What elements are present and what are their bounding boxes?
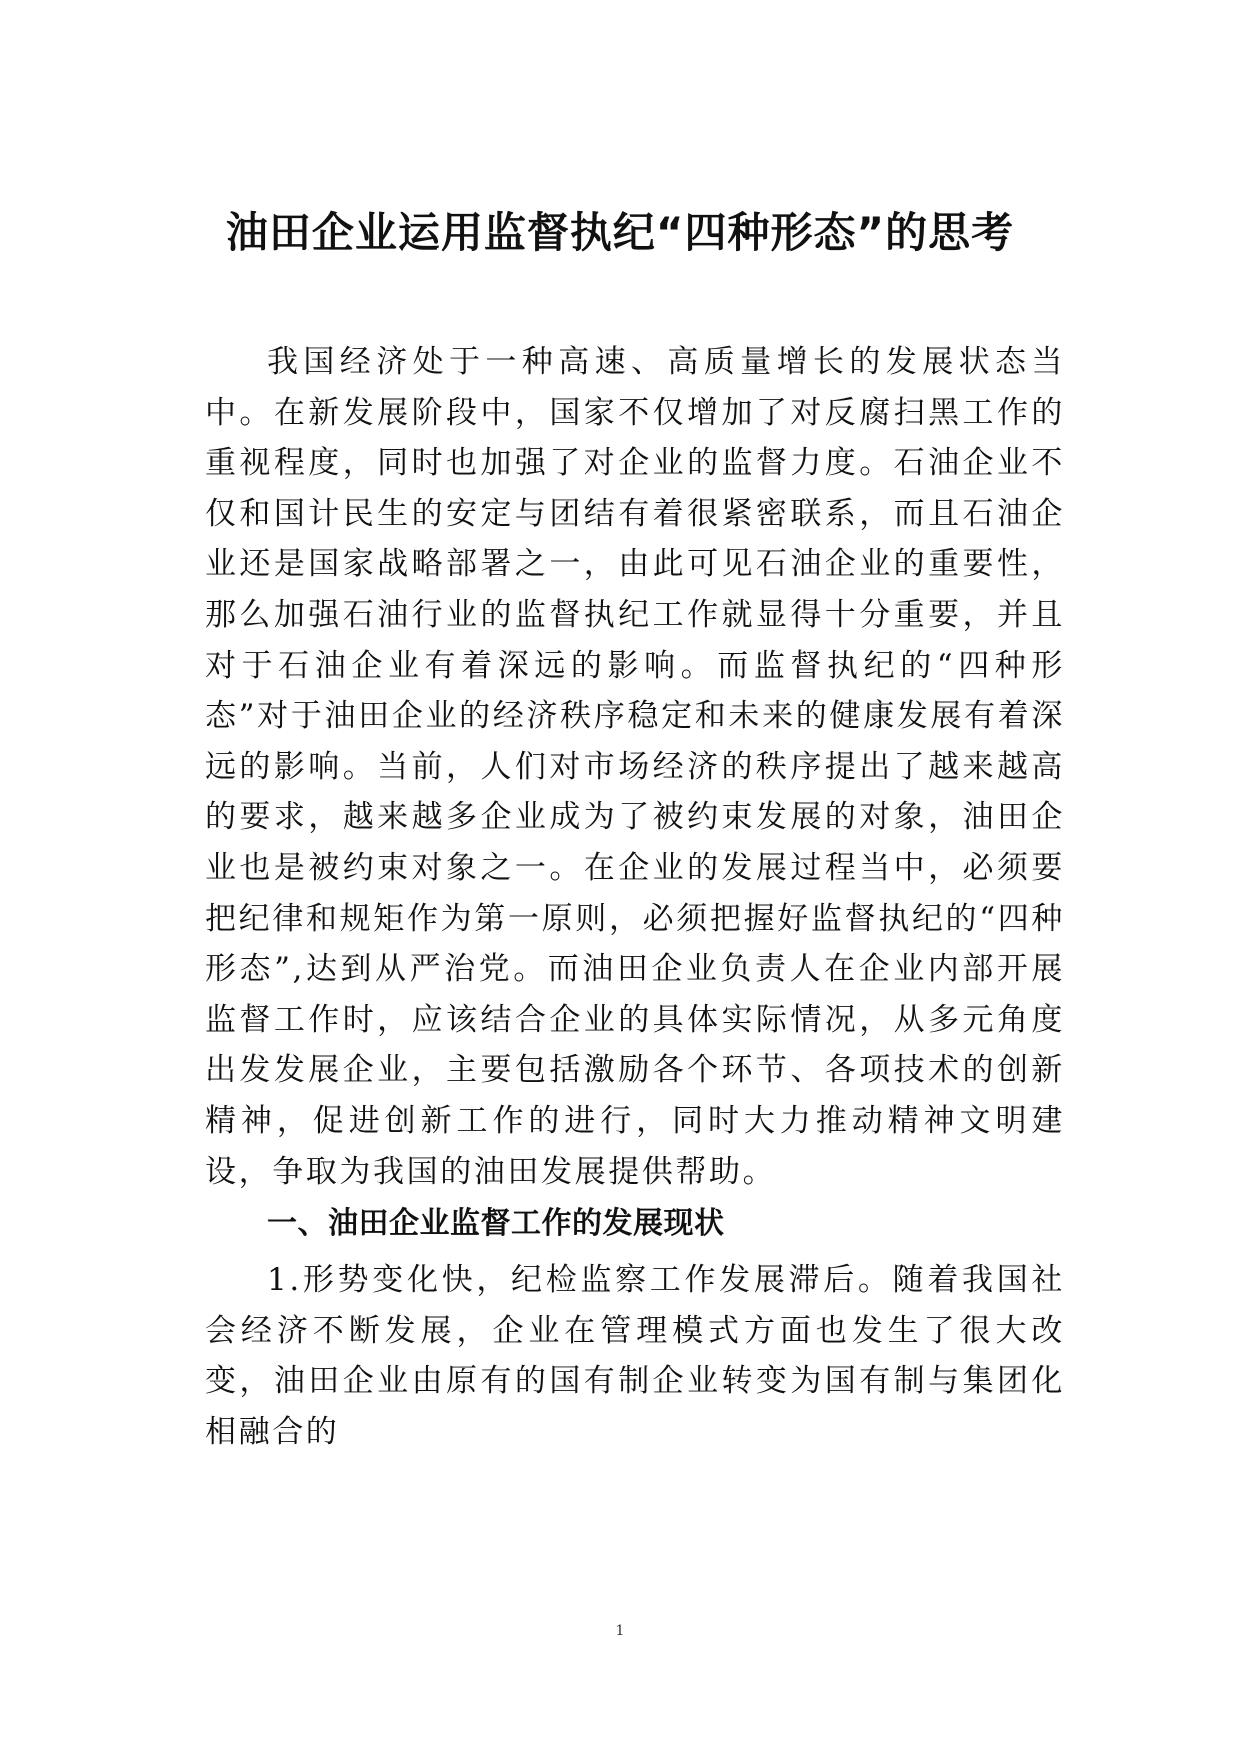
- page-number: 1: [615, 1623, 625, 1639]
- section-paragraph: 1.形势变化快，纪检监察工作发展滞后。随着我国社会经济不断发展，企业在管理模式方面也发生了很大改变，油田企业由原有的国有制企业转变为国有制与集团化相融合的: [205, 1262, 1065, 1450]
- section-heading: 一、油田企业监督工作的发展现状: [267, 1206, 725, 1242]
- intro-paragraph: 我国经济处于一种高速、高质量增长的发展状态当中。在新发展阶段中，国家不仅增加了对反腐扫黑工作的重视程度，同时也加强了对企业的监督力度。石油企业不仅和国计民生的安定与团结有着很紧密联系，而且石油企业还是国家战略部署之一，由此可见石油企业的重要性，那么加强石油行业的监督执纪工作就显得十分重要，并且对于石油企业有着深远的影响。而监督执纪的“四种形态”对于油田企业的经济秩序稳定和未来的健康发展有着深远的影响。当前，人们对市场经济的秩序提出了越来越高的要求，越来越多企业成为了被约束发展的对象，油田企业也是被约束对象之一。在企业的发展过程当中，必须要把纪律和规矩作为第一原则，必须把握好监督执纪的“四种形态”,达到从严治党。而油田企业负责人在企业内部开展监督工作时，应该结合企业的具体实际情况，从多元角度出发发展企业，主要包括激励各个环节、各项技术的创新精神，促进创新工作的进行，同时大力推动精神文明建设，争取为我国的油田发展提供帮助。: [205, 344, 1065, 1190]
- document-body: [205, 337, 1065, 1457]
- document-title: 油田企业运用监督执纪“四种形态”的思考: [225, 208, 1015, 257]
